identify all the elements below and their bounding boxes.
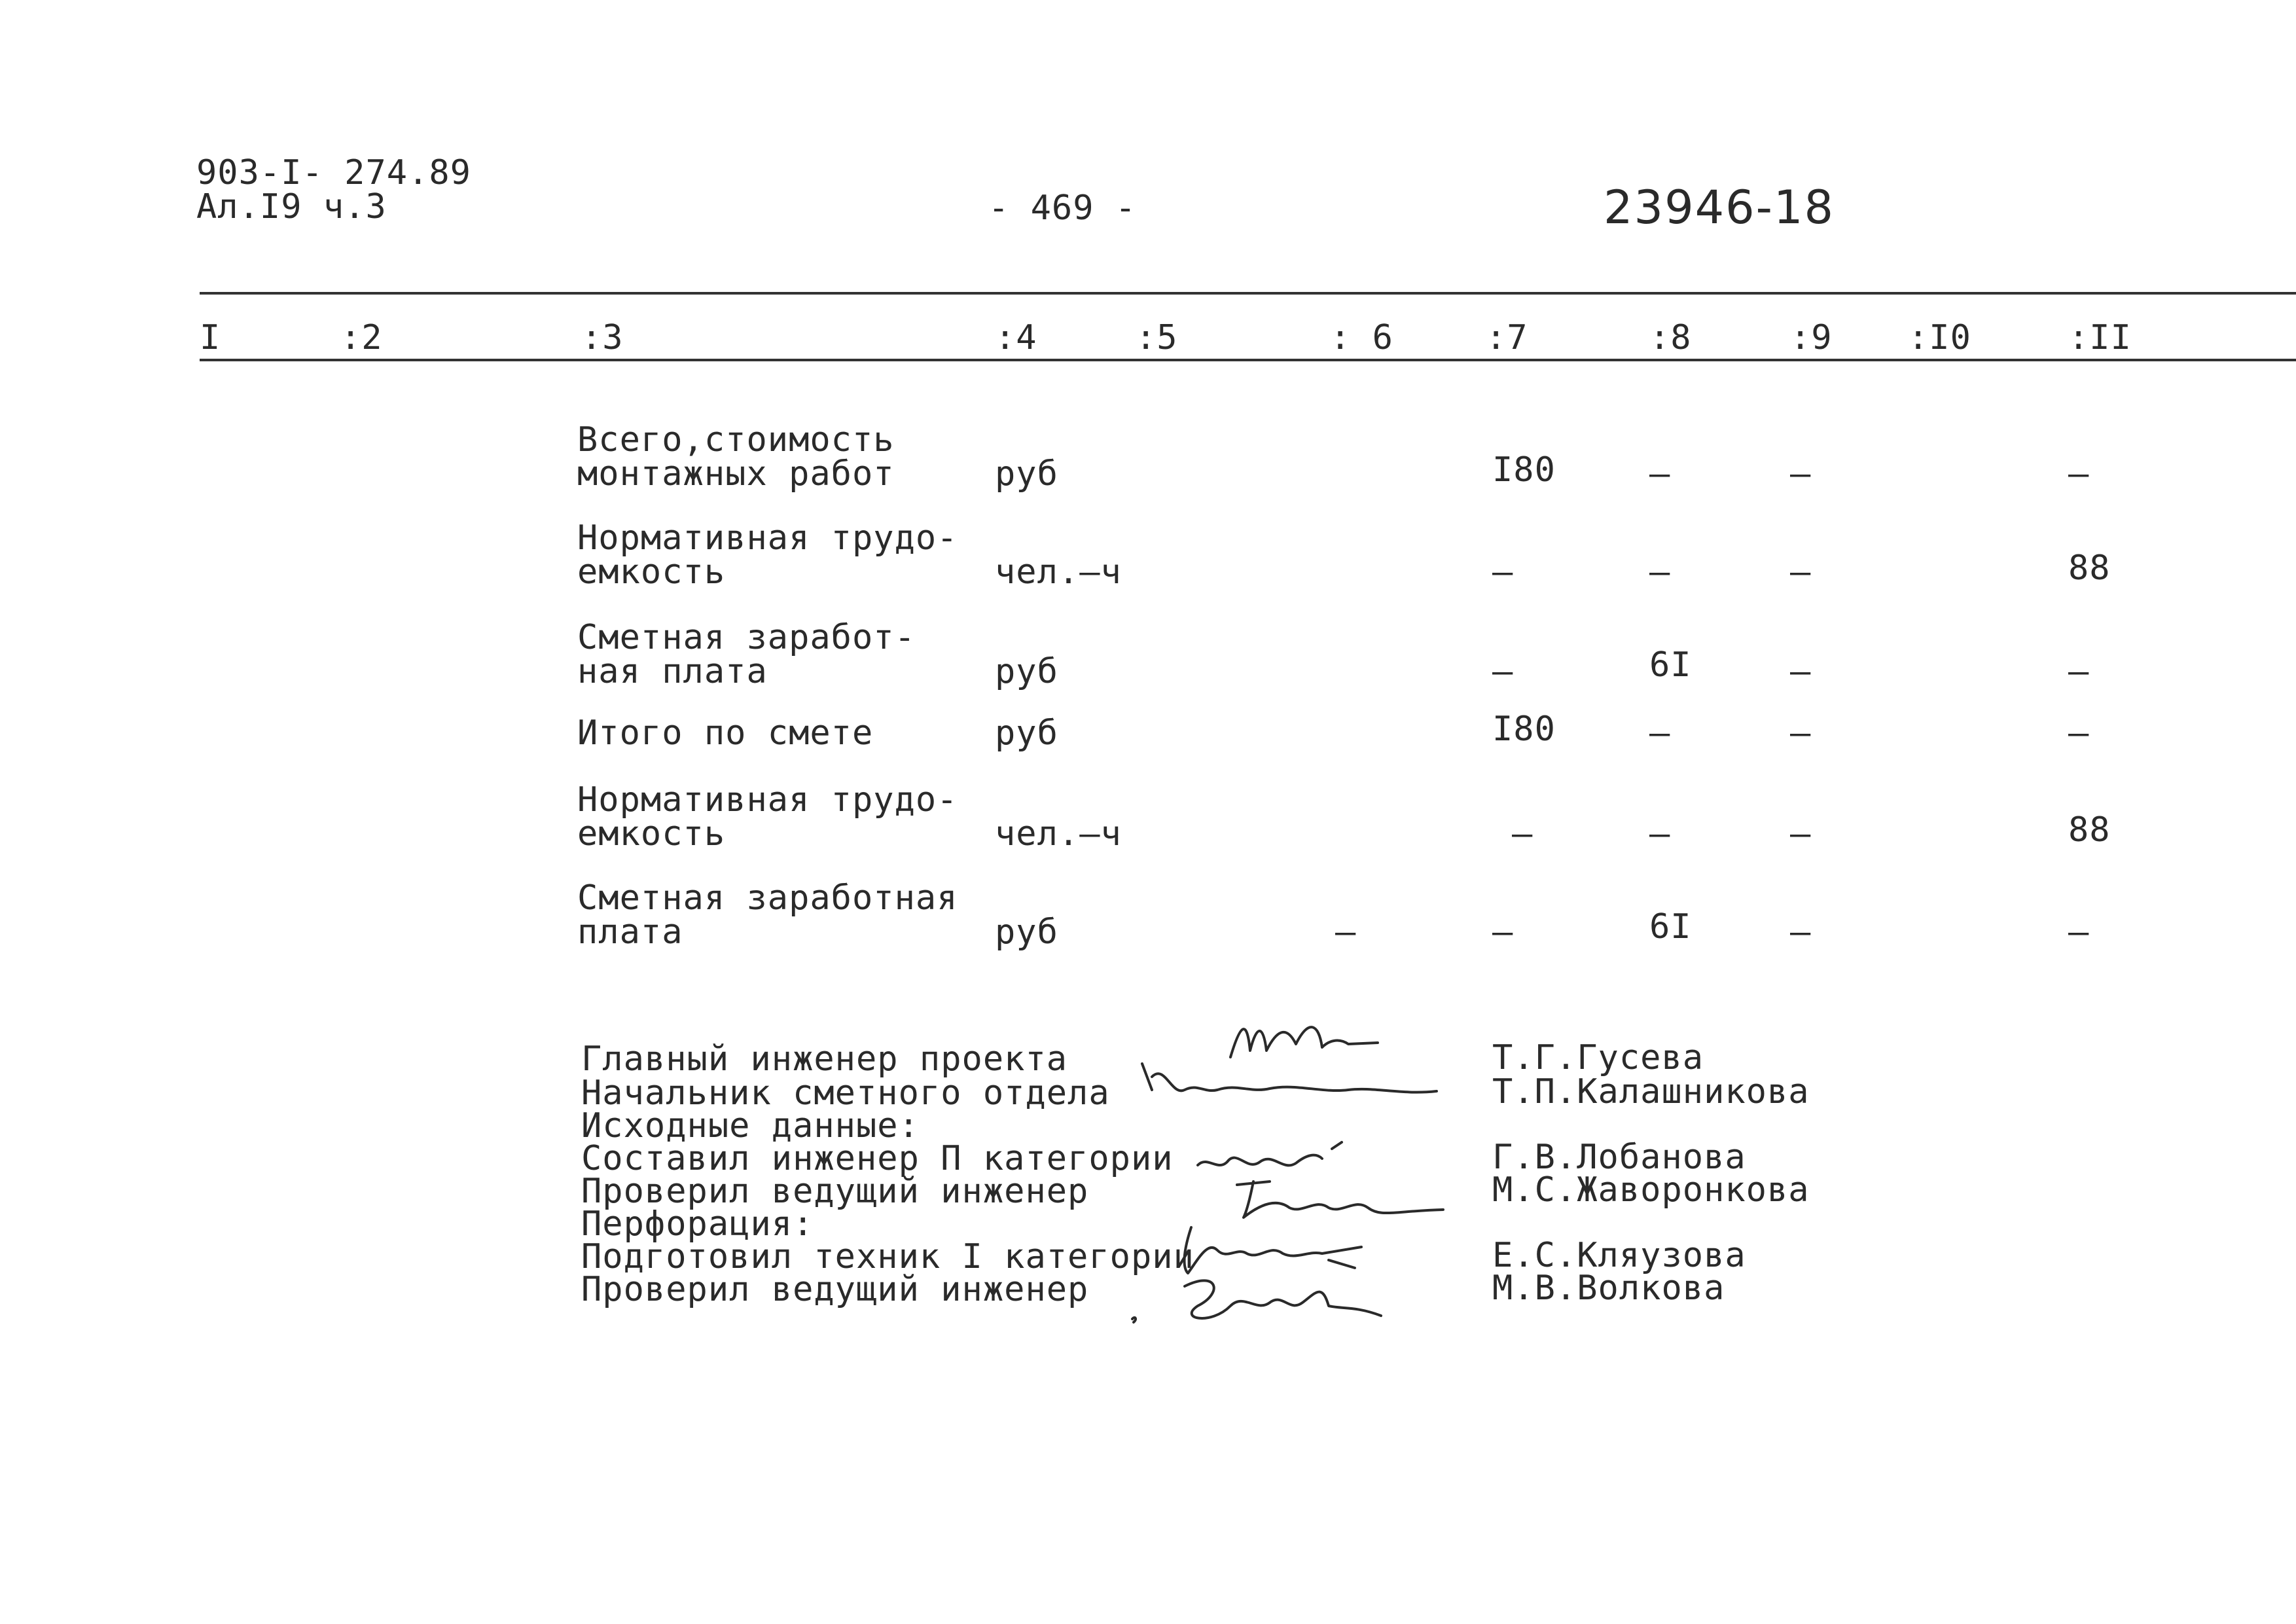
row-name: Итого по смете bbox=[577, 713, 874, 753]
column-header: :3 bbox=[581, 318, 624, 357]
signature-role: Проверил ведущий инженер bbox=[581, 1172, 1089, 1211]
handwritten-signature bbox=[1139, 1057, 1440, 1112]
row-name: Нормативная трудо- bbox=[577, 780, 958, 820]
row-unit: руб bbox=[995, 652, 1058, 691]
row-name: монтажных работ bbox=[577, 454, 895, 494]
row-unit: руб bbox=[995, 454, 1058, 494]
cell-col8: – bbox=[1649, 814, 1671, 854]
cell-col9: – bbox=[1790, 454, 1812, 494]
cell-col11: – bbox=[2068, 912, 2090, 952]
cell-col9: – bbox=[1790, 912, 1812, 952]
column-header: I bbox=[200, 318, 221, 357]
cell-col7: – bbox=[1492, 652, 1514, 691]
cell-col8: – bbox=[1649, 552, 1671, 592]
cell-col9: – bbox=[1790, 814, 1812, 854]
row-name: емкость bbox=[577, 552, 726, 592]
row-name: Сметная заработ- bbox=[577, 618, 916, 657]
cell-col8: 6I bbox=[1649, 907, 1692, 947]
signature-person: Г.В.Лобанова bbox=[1492, 1138, 1746, 1177]
table-top-rule bbox=[200, 292, 2296, 295]
cell-col8: 6I bbox=[1649, 645, 1692, 685]
row-name: емкость bbox=[577, 814, 726, 854]
signature-role: Составил инженер П категории bbox=[581, 1139, 1174, 1178]
signature-role: Главный инженер проекта bbox=[581, 1039, 1068, 1079]
cell-col8: – bbox=[1649, 454, 1671, 494]
cell-col7: – bbox=[1492, 912, 1514, 952]
sheet-label: Ал.I9 ч.3 bbox=[196, 187, 387, 226]
signature-person: М.В.Волкова bbox=[1492, 1269, 1725, 1308]
signature-role: Подготовил техник I категории bbox=[581, 1237, 1194, 1276]
column-header: :8 bbox=[1649, 318, 1692, 357]
column-header: : 6 bbox=[1330, 318, 1393, 357]
signature-person: Т.П.Калашникова bbox=[1492, 1072, 1810, 1111]
cell-col7: I80 bbox=[1492, 450, 1556, 490]
cell-col11: – bbox=[2068, 652, 2090, 691]
column-header: :4 bbox=[995, 318, 1037, 357]
cell-col8: – bbox=[1649, 713, 1671, 753]
row-name: ная плата bbox=[577, 652, 768, 691]
column-header: :5 bbox=[1136, 318, 1178, 357]
table-header-rule bbox=[200, 359, 2296, 361]
signature-person: Е.С.Кляузова bbox=[1492, 1236, 1746, 1275]
cell-col11: – bbox=[2068, 454, 2090, 494]
doc-code: 903-I- 274.89 bbox=[196, 153, 471, 192]
signature-person: Т.Г.Гусева bbox=[1492, 1038, 1704, 1077]
signature-person: М.С.Жаворонкова bbox=[1492, 1170, 1810, 1210]
row-unit: руб bbox=[995, 713, 1058, 753]
cell-col11: 88 bbox=[2068, 549, 2111, 588]
handwritten-signature bbox=[1230, 1172, 1446, 1227]
page-number: - 469 - bbox=[988, 189, 1137, 228]
cell-col7: – bbox=[1512, 814, 1534, 854]
row-name: плата bbox=[577, 912, 683, 952]
signature-role: Проверил ведущий инженер bbox=[581, 1270, 1089, 1309]
column-header: :7 bbox=[1486, 318, 1528, 357]
signature-role: Исходные данные: bbox=[581, 1106, 920, 1146]
handwritten-signature bbox=[1126, 1267, 1388, 1341]
cell-col6: – bbox=[1335, 912, 1357, 952]
column-header: :2 bbox=[340, 318, 383, 357]
cell-col9: – bbox=[1790, 713, 1812, 753]
cell-col9: – bbox=[1790, 652, 1812, 691]
cell-col7: I80 bbox=[1492, 710, 1556, 749]
row-name: Сметная заработная bbox=[577, 878, 958, 918]
row-unit: чел.–ч bbox=[995, 814, 1122, 854]
row-name: Всего,стоимость bbox=[577, 420, 895, 460]
column-header: :9 bbox=[1790, 318, 1833, 357]
cell-col11: – bbox=[2068, 713, 2090, 753]
signature-role: Перфорация: bbox=[581, 1204, 814, 1244]
cell-col7: – bbox=[1492, 552, 1514, 592]
signature-role: Начальник сметного отдела bbox=[581, 1074, 1110, 1113]
cell-col9: – bbox=[1790, 552, 1812, 592]
row-name: Нормативная трудо- bbox=[577, 518, 958, 558]
inventory-number: 23946-18 bbox=[1604, 181, 1835, 234]
row-unit: чел.–ч bbox=[995, 552, 1122, 592]
row-unit: руб bbox=[995, 912, 1058, 952]
cell-col11: 88 bbox=[2068, 810, 2111, 850]
column-header: :I0 bbox=[1908, 318, 1971, 357]
column-header: :II bbox=[2068, 318, 2132, 357]
